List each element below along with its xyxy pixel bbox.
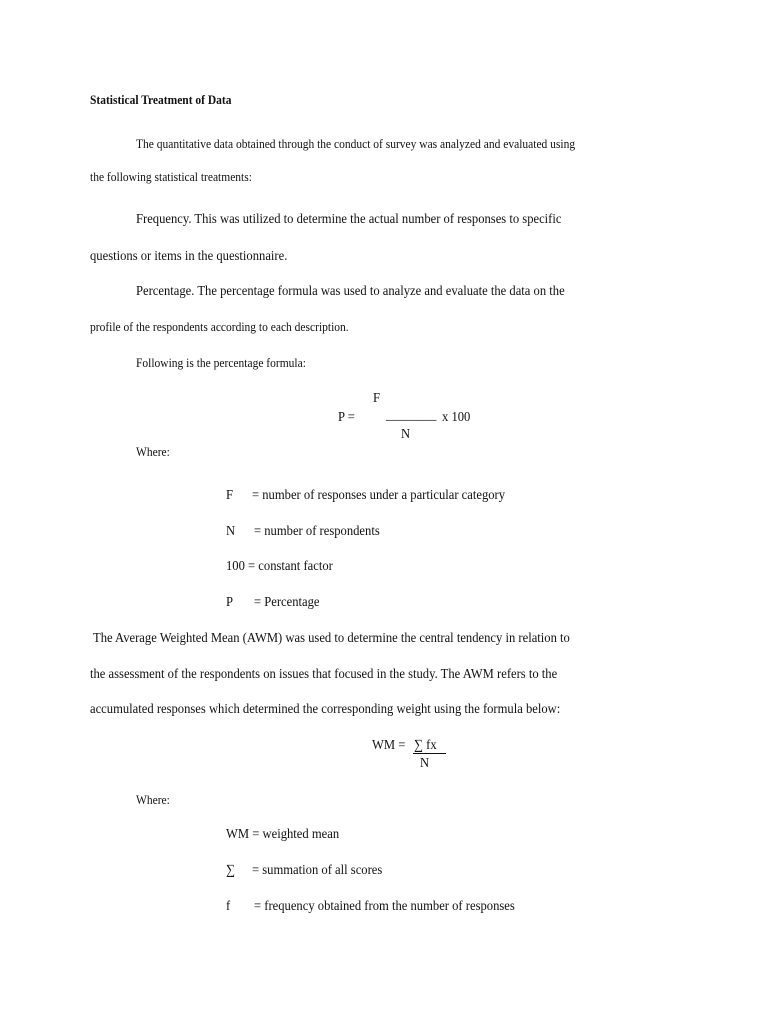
frequency-line-2: questions or items in the questionnaire. xyxy=(90,249,288,264)
def-description: = number of respondents xyxy=(254,524,380,539)
formula-p-multiplier: x 100 xyxy=(442,410,471,425)
frequency-line-1: Frequency. This was utilized to determine the actual number of responses to specific xyxy=(136,212,562,227)
def-symbol: WM = weighted mean xyxy=(226,827,340,842)
section-heading: Statistical Treatment of Data xyxy=(90,93,232,107)
formula-wm-fraction-bar xyxy=(413,753,446,754)
awm-line-2: the assessment of the respondents on issues that focused in the study. The AWM refers to the xyxy=(90,667,558,682)
formula-p-numerator: F xyxy=(373,391,381,406)
intro-line-1: The quantitative data obtained through the conduct of survey was analyzed and evaluated using xyxy=(136,137,576,151)
formula-wm-denominator: N xyxy=(420,756,430,771)
def-description: = frequency obtained from the number of responses xyxy=(254,899,515,914)
intro-line-2: the following statistical treatments: xyxy=(90,170,252,184)
formula-intro: Following is the percentage formula: xyxy=(136,356,306,370)
formula-wm-numerator: ∑ fx xyxy=(414,738,437,753)
formula-wm-lhs: WM = xyxy=(372,738,406,753)
def-symbol: F xyxy=(226,488,234,503)
formula-p-fraction-bar: ________ xyxy=(386,408,437,423)
def-symbol: N xyxy=(226,524,236,539)
def-symbol: ∑ xyxy=(226,863,235,878)
def-description: = summation of all scores xyxy=(252,863,383,878)
def-symbol: f xyxy=(226,899,231,914)
def-description: = number of responses under a particular category xyxy=(252,488,506,503)
awm-line-1: The Average Weighted Mean (AWM) was used to determine the central tendency in relation to xyxy=(93,631,570,646)
def-symbol: P xyxy=(226,595,234,610)
awm-line-3: accumulated responses which determined the corresponding weight using the formula below: xyxy=(90,702,561,717)
formula-p-denominator: N xyxy=(401,427,411,442)
where-label-1: Where: xyxy=(136,445,170,459)
percentage-line-2: profile of the respondents according to each description. xyxy=(90,320,349,334)
def-symbol: 100 = constant factor xyxy=(226,559,333,574)
where-label-2: Where: xyxy=(136,793,170,807)
formula-p-lhs: P = xyxy=(338,410,355,425)
percentage-line-1: Percentage. The percentage formula was used to analyze and evaluate the data on the xyxy=(136,284,565,299)
def-description: = Percentage xyxy=(254,595,320,610)
